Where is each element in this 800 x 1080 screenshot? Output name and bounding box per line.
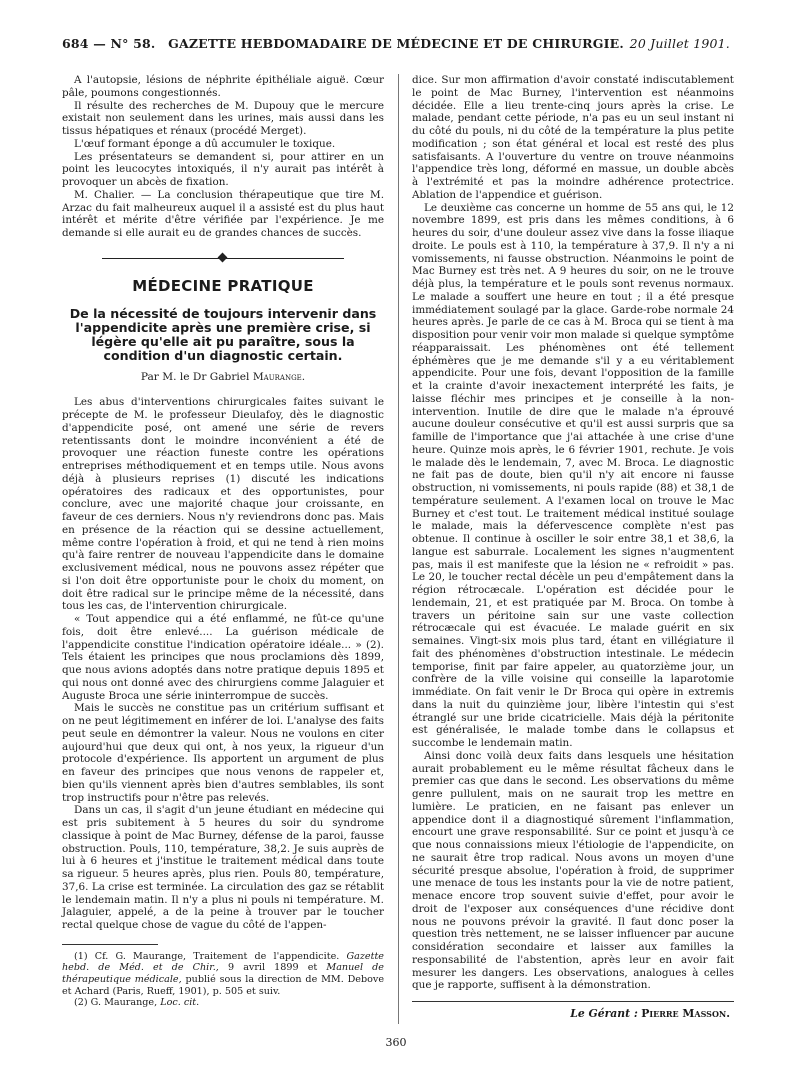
byline-author: Maurange. (252, 370, 306, 383)
signoff-label: Le Gérant : (570, 1007, 638, 1020)
journal-page (62, 30, 734, 1070)
paragraph: A l'autopsie, lésions de néphrite épithéliale aiguë. Cœur pâle, poumons congestionnés. (62, 74, 384, 99)
article-title: De la nécessité de toujours intervenir dans l'appendicite après une première crise, si légère qu'elle ait pu paraître, sous la condition d'un diagnostic certain. (69, 305, 377, 363)
paragraph: Ainsi donc voilà deux faits dans lesquels une hésitation aurait probablement eu le même résultat fâcheux dans le premier cas que dans le second. Les observations du même genre pullulent, mais on ne saurait trop les mettre en lumière. Le praticien, en ne faisant pas enlever un appendice dont il a diagnostiqué sûrement l'inflammation, encourt une grave responsabilité. Sur ce point et jusqu'à ce que nous connaissions mieux l'étiologie de l'appendicite, on ne saurait être trop radical. Nous avons un moyen d'une sécurité presque absolue, l'opération à froid, de supprimer une menace de tous les instants pour la vie de notre patient, menace encore trop souvent suivie d'effet, pour avoir le droit de l'exposer aux conséquences d'une récidive dont nous ne pouvons prévoir la gravité. Il faut donc poser la question très nettement, ne se laisser influencer par aucune considération secondaire et laisser aux familles la responsabilité de l'abstention, après leur en avoir fait mesurer les dangers. Les observations, analogues à celles que je rapporte, suffisent à la démonstration. (412, 749, 734, 992)
section-divider (102, 254, 344, 264)
right-column (412, 74, 734, 1021)
signoff-rule (412, 1001, 734, 1002)
issue-date: 20 Juillet 1901. (629, 36, 730, 51)
paragraph: Les présentateurs se demandent si, pour attirer en un point les leucocytes intoxiqués, il n'y aurait pas intérêt à provoquer un abcès de fixation. (62, 150, 384, 188)
left-column (62, 74, 384, 1009)
byline (62, 371, 384, 384)
footnote-journal: Gazette hebd. de Méd. et de Chir., (62, 950, 384, 974)
paragraph: Dans un cas, il s'agit d'un jeune étudiant en médecine qui est pris subitement à 5 heures du soir du syndrome classique à point de Mac Burney, défense de la paroi, fausse obstruction. Pouls, 110, température, 38,2. Je suis auprès de lui à 6 heures et j'institue le traitement médical dans toute sa rigueur. 5 heures après, plus rien. Pouls 80, température, 37,6. La crise est terminée. La circulation des gaz se rétablit le lendemain matin. Il n'y a plus ni pouls ni température. M. Jalaguier, appelé, a de la peine à trouver par le toucher rectal quelque chose de vague du côté de l'appen- (62, 804, 384, 931)
paragraph: « Tout appendice qui a été enflammé, ne fût-ce qu'une fois, doit être enlevé.... La guérison médicale de l'appendicite constitue l'indication opératoire idéale... » (2). Tels étaient les principes que nous proclamions dès 1899, que nous avions adoptés dans notre pratique depuis 1895 et qui nous ont donné avec des chirurgiens comme Jalaguier et Auguste Broca une série ininterrompue de succès. (62, 613, 384, 702)
footnote-number: (2) (74, 997, 88, 1009)
paragraph: M. Chalier. — La conclusion thérapeutique que tire M. Arzac du fait malheureux auquel il a assisté est du plus haut intérêt et mérite d'être vérifiée par l'expérience. Je me demande si elle aurait eu de grandes chances de succès. (62, 188, 384, 239)
paragraph: Les abus d'interventions chirurgicales faites suivant le précepte de M. le professeur Dieulafoy, dès le diagnostic d'appendicite posé, ont amené une série de revers retentissants dont le moindre inconvénient a été de provoquer une réaction funeste contre les opérations entreprises méthodiquement et en temps utile. Nous avons déjà à plusieurs reprises (1) discuté les indications opératoires des radicaux et des opportunistes, pour conclure, avec une majorité chaque jour croissante, en faveur de ces derniers. Nous n'y reviendrons donc pas. Mais en présence de la réaction qui se dessine actuellement, même contre l'opération à froid, et qui ne tend à rien moins qu'à faire rentrer de nouveau l'appendicite dans le domaine exclusivement médical, nous ne pouvons assez répéter que si l'on doit être opportuniste pour le choix du moment, on doit être radical sur le principe même de la nécessité, dans tous les cas, de l'intervention chirurgicale. (62, 396, 384, 613)
footnote-rule (62, 944, 158, 945)
page-issue-number: 684 — N° 58. (62, 36, 156, 51)
divider-ornament-icon (218, 252, 228, 262)
footnote-book: Manuel de thérapeutique médicale, (62, 962, 384, 985)
footnote (62, 997, 384, 1009)
signoff-name: Pierre Masson. (641, 1007, 730, 1020)
running-head (62, 36, 730, 56)
footnote-text: Traitement de l'appendicite. (193, 950, 340, 962)
section-title: MÉDECINE PRATIQUE (132, 276, 314, 295)
paragraph: Le deuxième cas concerne un homme de 55 ans qui, le 12 novembre 1899, est pris dans les mêmes conditions, à 6 heures du soir, d'une douleur assez vive dans la fosse iliaque droite. Le pouls est à 110, la température à 37,9. Il n'y a ni vomissements, ni fausse obstruction. Néanmoins le point de Mac Burney est très net. A 9 heures du soir, on ne le trouve déjà plus, la température et le pouls sont revenus normaux. Le malade a souffert une heure en tout ; il a été presque immédiatement soulagé par la glace. Garde-robe normale 24 heures après. Je parle de ce cas à M. Broca qui se tient à ma disposition pour venir voir mon malade si quelque symptôme réapparaissait. Les phénomènes ont été tellement éphémères que je me demande s'il y a eu véritablement appendicite. Pour une fois, devant l'opposition de la famille et la crainte d'avoir inexactement interprété les faits, je laisse fléchir mes principes et je conseille à la non-intervention. Inutile de dire que le malade n'a éprouvé aucune douleur consécutive et qu'il est aussi surpris que sa famille de l'importance que j'ai attachée à une crise d'une heure. Quinze mois après, le 6 février 1901, rechute. Je vois le malade dès le lendemain, 7, avec M. Broca. Le diagnostic ne fait pas de doute, bien qu'il n'y ait encore ni fausse obstruction, ni vomissements, ni pouls rapide (88) et 38,1 de température seulement. A l'examen local on trouve le Mac Burney et c'est tout. Le traitement médical institué soulage le malade, mais la défervescence complète n'est pas obtenue. Il continue à osciller le soir entre 38,1 et 38,6, la langue est saburrale. Localement les signes n'augmentent pas, mais il est manifeste que la lésion ne « refroidit » pas. Le 20, le toucher rectal décèle un peu d'empâtement dans la région rétrocæcale. L'opération est décidée pour le lendemain, 21, et est pratiquée par M. Broca. On tombe à travers un péritoine sain sur une vaste collection rétrocæcale qui est évacuée. Le malade guérit en six semaines. Vingt-six mois plus tard, étant en villégiature il fait des phénomènes d'obstruction intestinale. Le médecin temporise, finit par faire appeler, au quatorzième jour, un confrère de la ville voisine qui conseille la laparotomie immédiate. On fait venir le Dr Broca qui opère in extremis dans la nuit du quinzième jour, libère l'intestin qui s'est étranglé sur une bride cicatricielle. Mais déjà la péritonite est généralisée, le malade tombe dans le collapsus et succombe le lendemain matin. (412, 201, 734, 749)
footnote-number: (1) (74, 950, 88, 962)
footnote-text: 9 avril 1899 et (227, 962, 318, 974)
paragraph: Il résulte des recherches de M. Dupouy que le mercure existait non seulement dans les urines, mais aussi dans les tissus hépatiques et rénaux (procédé Merget). (62, 99, 384, 137)
paragraph: dice. Sur mon affirmation d'avoir constaté indiscutablement le point de Mac Burney, l'intervention est néanmoins décidée. Elle a lieu trente-cinq jours après la crise. Le malade, pendant cette période, n'a pas eu un seul instant ni du côté du pouls, ni du côté de la température la plus petite modification ; son état général et local est resté des plus satisfaisants. A l'ouverture du ventre on trouve néanmoins l'appendice très long, déformé en massue, un double abcès à l'extrémité et pas la moindre adhérence protectrice. Ablation de l'appendice et guérison. (412, 74, 734, 201)
journal-title: GAZETTE HEBDOMADAIRE DE MÉDECINE ET DE CHIRURGIE. (168, 36, 624, 51)
column-separator (398, 74, 399, 1024)
footnote-author: G. Maurange, (90, 997, 158, 1009)
footnote (62, 951, 384, 997)
footnote-author: Cf. G. Maurange, (94, 950, 187, 962)
signoff (412, 1008, 734, 1021)
paragraph: L'œuf formant éponge a dû accumuler le toxique. (74, 137, 336, 150)
footnote-reference: Loc. cit. (160, 997, 200, 1009)
paragraph: Mais le succès ne constitue pas un critérium suffisant et on ne peut légitimement en inférer de loi. L'analyse des faits peut seule en démontrer la valeur. Nous ne voulons en citer aujourd'hui que deux qui ont, à nos yeux, la rigueur d'un protocole d'expérience. Ils apportent un argument de plus en faveur des principes que nous venons de rappeler et, bien qu'ils viennent après bien d'autres semblables, ils sont trop instructifs pour n'être pas relevés. (62, 702, 384, 804)
byline-prefix: Par M. le Dr Gabriel (140, 370, 250, 383)
page-number: 360 (385, 1036, 407, 1049)
footnote-text: publié sous la direction de MM. Debove et Achard (Paris, Rueff, 1901), p. 505 et suiv. (62, 973, 384, 997)
